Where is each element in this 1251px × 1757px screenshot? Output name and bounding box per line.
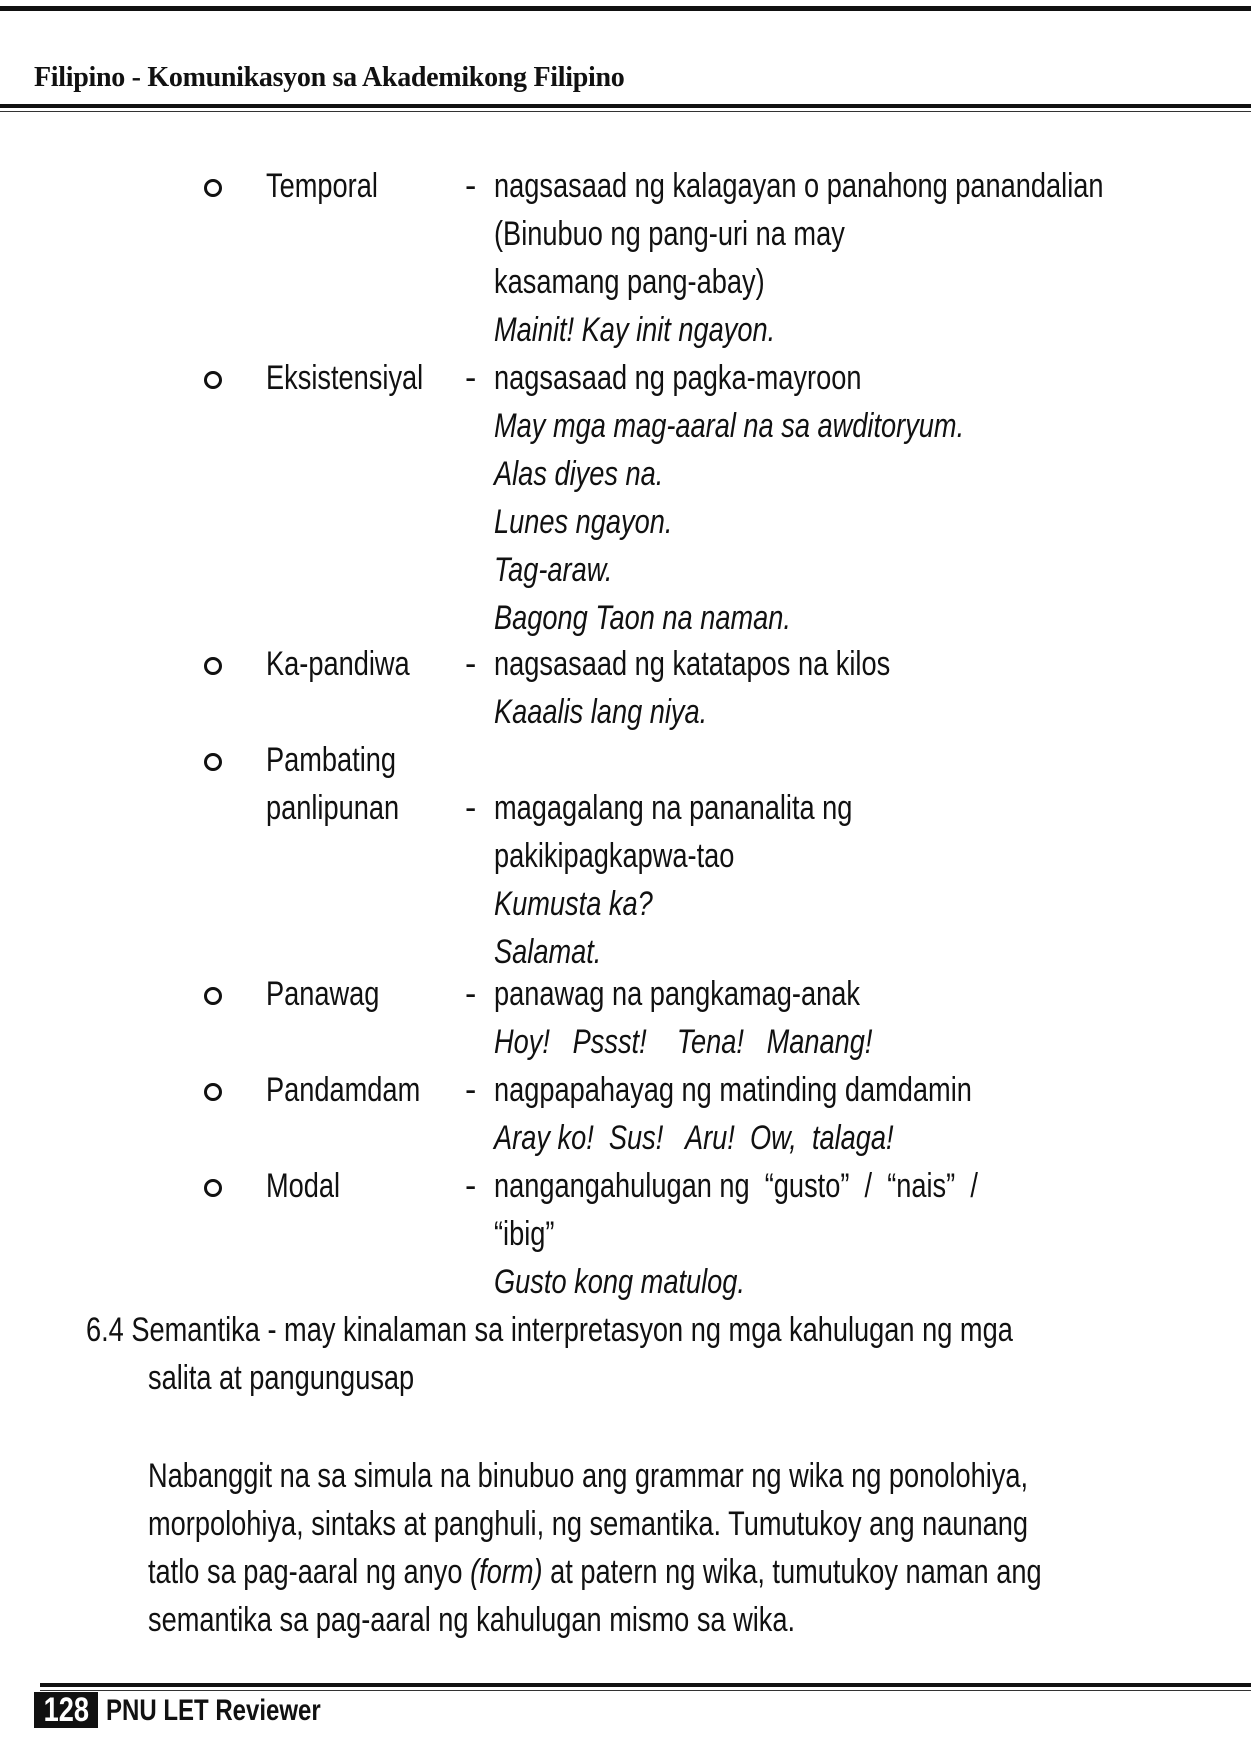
dash-separator: - <box>465 1071 477 1109</box>
example-line: Gusto kong matulog. <box>494 1263 745 1301</box>
example-line: Aray ko! Sus! Aru! Ow, talaga! <box>494 1119 894 1157</box>
footer-title <box>106 1694 374 1728</box>
definition-line: nangangahulugan ng “gusto” / “nais” / <box>494 1167 978 1205</box>
definition-line: nagpapahayag ng matinding damdamin <box>494 1071 972 1109</box>
footer-rule-thin <box>40 1690 1251 1691</box>
circle-bullet-icon <box>204 987 222 1005</box>
dash-separator: - <box>465 645 477 683</box>
definition-line: kasamang pang-abay) <box>494 263 765 301</box>
dash-separator: - <box>465 1167 477 1205</box>
term-label: Modal <box>266 1167 341 1205</box>
term-label: panlipunan <box>266 789 400 827</box>
section-line-1: Semantika - may kinalaman sa interpretasyon ng mga kahulugan ng mga <box>131 1311 1013 1349</box>
term-label: Pandamdam <box>266 1071 421 1109</box>
example-line: Kumusta ka? <box>494 885 653 923</box>
dash-separator: - <box>465 359 477 397</box>
term-label: Panawag <box>266 975 380 1013</box>
definition-line: panawag na pangkamag-anak <box>494 975 860 1013</box>
example-line: Salamat. <box>494 933 602 971</box>
paragraph-line: morpolohiya, sintaks at panghuli, ng semantika. Tumutukoy ang naunang <box>148 1505 1029 1543</box>
dash-separator: - <box>465 975 477 1013</box>
term-label: Ka-pandiwa <box>266 645 410 683</box>
example-line: Mainit! Kay init ngayon. <box>494 311 776 349</box>
definition-line: pakikipagkapwa-tao <box>494 837 735 875</box>
footer-title-text: PNU LET Reviewer <box>106 1694 321 1727</box>
circle-bullet-icon <box>204 657 222 675</box>
term-label: Pambating <box>266 741 397 779</box>
paragraph-text: at patern ng wika, tumutukoy naman ang <box>542 1553 1042 1591</box>
definition-line: magagalang na pananalita ng <box>494 789 853 827</box>
section-number: 6.4 <box>86 1311 124 1349</box>
example-line: May mga mag-aaral na sa awditoryum. <box>494 407 965 445</box>
circle-bullet-icon <box>204 1083 222 1101</box>
circle-bullet-icon <box>204 1179 222 1197</box>
example-line: Hoy! Pssst! Tena! Manang! <box>494 1023 873 1061</box>
paragraph-line: Nabanggit na sa simula na binubuo ang grammar ng wika ng ponolohiya, <box>148 1457 1029 1495</box>
paragraph-italic-term: (form) <box>470 1553 543 1591</box>
definition-line: “ibig” <box>494 1215 555 1253</box>
circle-bullet-icon <box>204 179 222 197</box>
example-line: Alas diyes na. <box>494 455 664 493</box>
example-line: Bagong Taon na naman. <box>494 599 791 637</box>
definition-line: nagsasaad ng kalagayan o panahong panandalian <box>494 167 1104 205</box>
page-number: 128 <box>43 1692 89 1728</box>
example-line: Lunes ngayon. <box>494 503 673 541</box>
page-number-badge <box>34 1692 98 1728</box>
term-label: Temporal <box>266 167 378 205</box>
dash-separator: - <box>465 167 477 205</box>
header-rule-thin <box>0 111 1251 112</box>
definition-line: nagsasaad ng pagka-mayroon <box>494 359 862 397</box>
running-header-title: Filipino - Komunikasyon sa Akademikong Filipino <box>34 62 625 93</box>
section-6-4-heading <box>86 1306 1245 1402</box>
definition-line: (Binubuo ng pang-uri na may <box>494 215 845 253</box>
term-label: Eksistensiyal <box>266 359 424 397</box>
example-line: Tag-araw. <box>494 551 613 589</box>
header-rule-thick <box>0 104 1251 108</box>
dash-separator: - <box>465 789 477 827</box>
top-border-rule <box>0 6 1251 11</box>
paragraph-line: semantika sa pag-aaral ng kahulugan mismo sa wika. <box>148 1601 796 1639</box>
example-line: Kaaalis lang niya. <box>494 693 708 731</box>
circle-bullet-icon <box>204 753 222 771</box>
section-line-2: salita at pangungusap <box>148 1359 415 1397</box>
circle-bullet-icon <box>204 371 222 389</box>
definition-line: nagsasaad ng katatapos na kilos <box>494 645 891 683</box>
paragraph-text: tatlo sa pag-aaral ng anyo <box>148 1553 471 1591</box>
body-paragraph <box>148 1452 1251 1644</box>
footer-rule-thick <box>40 1683 1251 1687</box>
